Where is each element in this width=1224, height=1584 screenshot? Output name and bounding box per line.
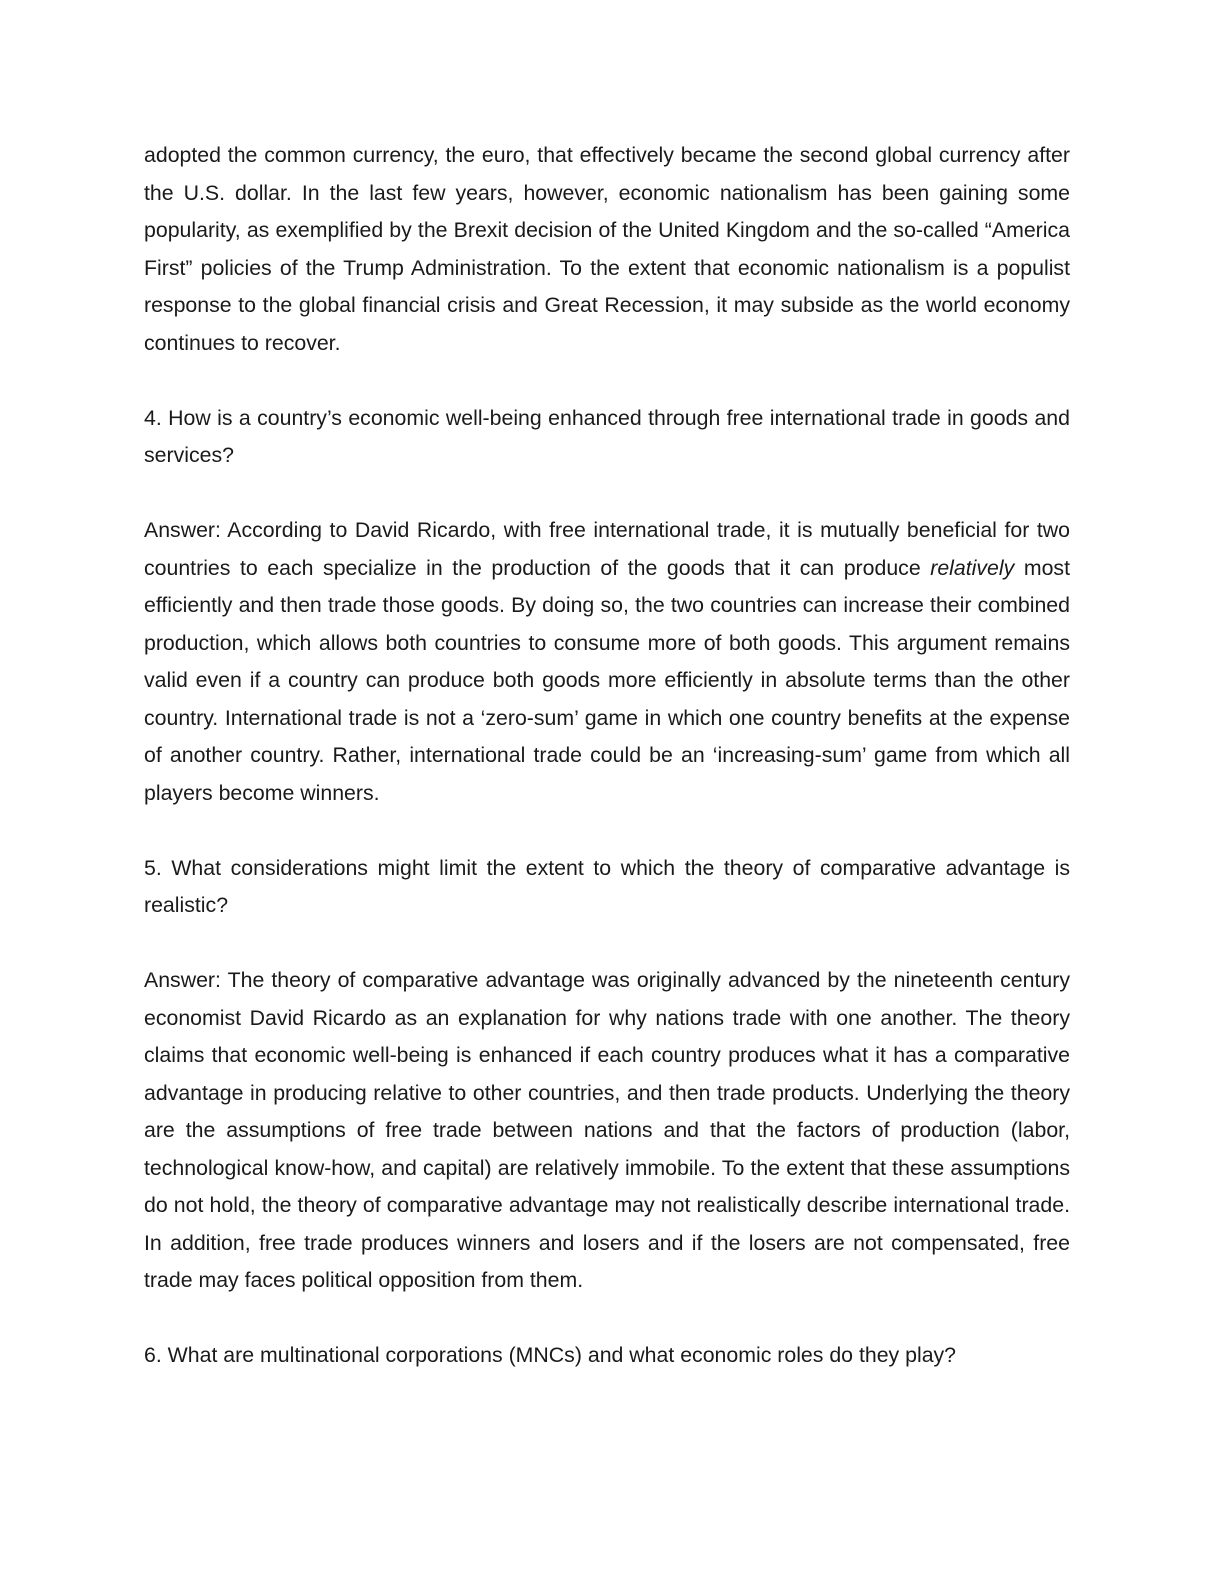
answer-4-text-start: Answer: According to David Ricardo, with free international trade, it is mutually beneficial for two countries to each specialize in the production of the goods that it can produce	[144, 518, 1070, 580]
question-6: 6. What are multinational corporations (MNCs) and what economic roles do they play?	[144, 1343, 957, 1367]
document-body	[144, 137, 1070, 1375]
answer-4-text-end: most efficiently and then trade those goods. By doing so, the two countries can increase their combined production, which allows both countries to consume more of both goods. This argument remains valid even if a country can produce both goods more efficiently in absolute terms than the other country. International trade is not a ‘zero-sum’ game in which one country benefits at the expense of another country. Rather, international trade could be an ‘increasing-sum’ game from which all players become winners.	[144, 555, 1070, 805]
answer-5: Answer: The theory of comparative advantage was originally advanced by the nineteenth century economist David Ricardo as an explanation for why nations trade with one another. The theory claims that economic well-being is enhanced if each country produces what it has a comparative advantage in producing relative to other countries, and then trade products. Underlying the theory are the assumptions of free trade between nations and that the factors of production (labor, technological know-how, and capital) are relatively immobile. To the extent that these assumptions do not hold, the theory of comparative advantage may not realistically describe international trade. In addition, free trade produces winners and losers and if the losers are not compensated, free trade may faces political opposition from them.	[144, 968, 1070, 1292]
question-4: 4. How is a country’s economic well-being enhanced through free international trade in goods and services?	[144, 405, 1070, 467]
answer-4	[144, 512, 1070, 812]
question-5: 5. What considerations might limit the extent to which the theory of comparative advantage is realistic?	[144, 855, 1070, 917]
paragraph-euro-nationalism: adopted the common currency, the euro, that effectively became the second global currency after the U.S. dollar. In the last few years, however, economic nationalism has been gaining some popularity, as exemplified by the Brexit decision of the United Kingdom and the so-called “America First” policies of the Trump Administration. To the extent that economic nationalism is a populist response to the global financial crisis and Great Recession, it may subside as the world economy continues to recover.	[144, 143, 1070, 355]
answer-4-emphasis: relatively	[930, 555, 1015, 580]
